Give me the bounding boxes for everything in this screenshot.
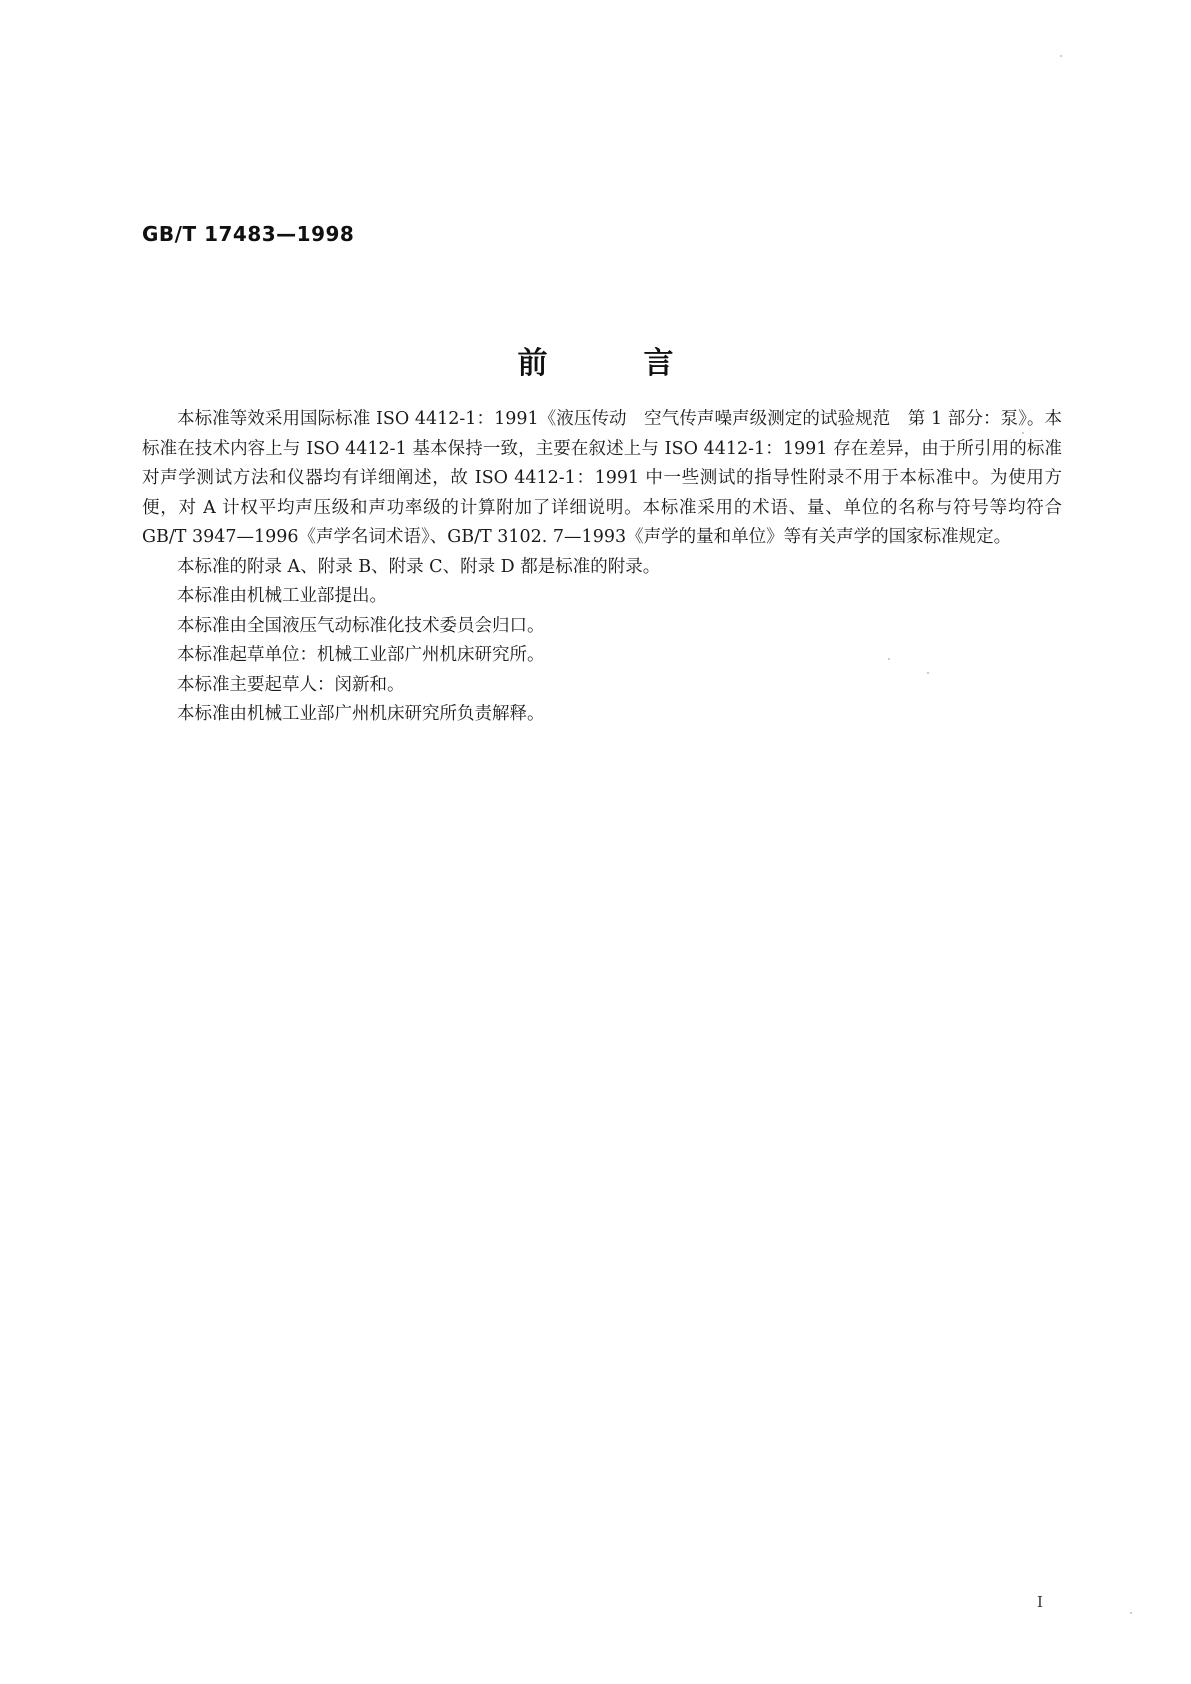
paragraph-committee: 本标准由全国液压气动标准化技术委员会归口。	[177, 615, 545, 636]
page-number: I	[1037, 1593, 1043, 1611]
paragraph-adoption: 本标准等效采用国际标准 ISO 4412-1：1991《液压传动 空气传声噪声级测定的试验规范 第 1 部分：泵》。本标准在技术内容上与 ISO 4412-1 基本保持一致，主要在叙述上与 ISO 4412-1：1991 存在差异，由于所引用的标准对声学测试方法和仪器均有详细阐述，故 ISO 4412-1：1991 中一些测试的指导性附录不用于本标准中。为使用方便，对 A 计权平均声压级和声功率级的计算附加了详细说明。本标准采用的术语、量、单位的名称与符号等均符合 GB/T 3947—1996《声学名词术语》、GB/T 3102. 7—1993《声学的量和单位》等有关声学的国家标准规定。	[142, 409, 1062, 547]
standard-number: GB/T 17483—1998	[142, 222, 355, 246]
scan-speck	[1130, 1612, 1132, 1614]
paragraph-proposer: 本标准由机械工业部提出。	[177, 586, 387, 606]
page-title-char-2: 言	[643, 346, 674, 381]
scan-speck	[888, 658, 890, 660]
paragraph-interpretation: 本标准由机械工业部广州机床研究所负责解释。	[177, 704, 545, 724]
page-title-char-1: 前	[517, 346, 548, 381]
paragraph-drafter: 本标准主要起草人：闵新和。	[177, 674, 405, 695]
paragraph-appendices: 本标准的附录 A、附录 B、附录 C、附录 D 都是标准的附录。	[177, 556, 661, 577]
scan-speck	[927, 672, 929, 674]
paragraph-drafting-unit: 本标准起草单位：机械工业部广州机床研究所。	[177, 645, 545, 665]
scan-speck	[1060, 55, 1062, 57]
foreword-body	[142, 405, 1062, 730]
page-title	[0, 338, 1191, 382]
scan-speck	[1022, 432, 1024, 434]
